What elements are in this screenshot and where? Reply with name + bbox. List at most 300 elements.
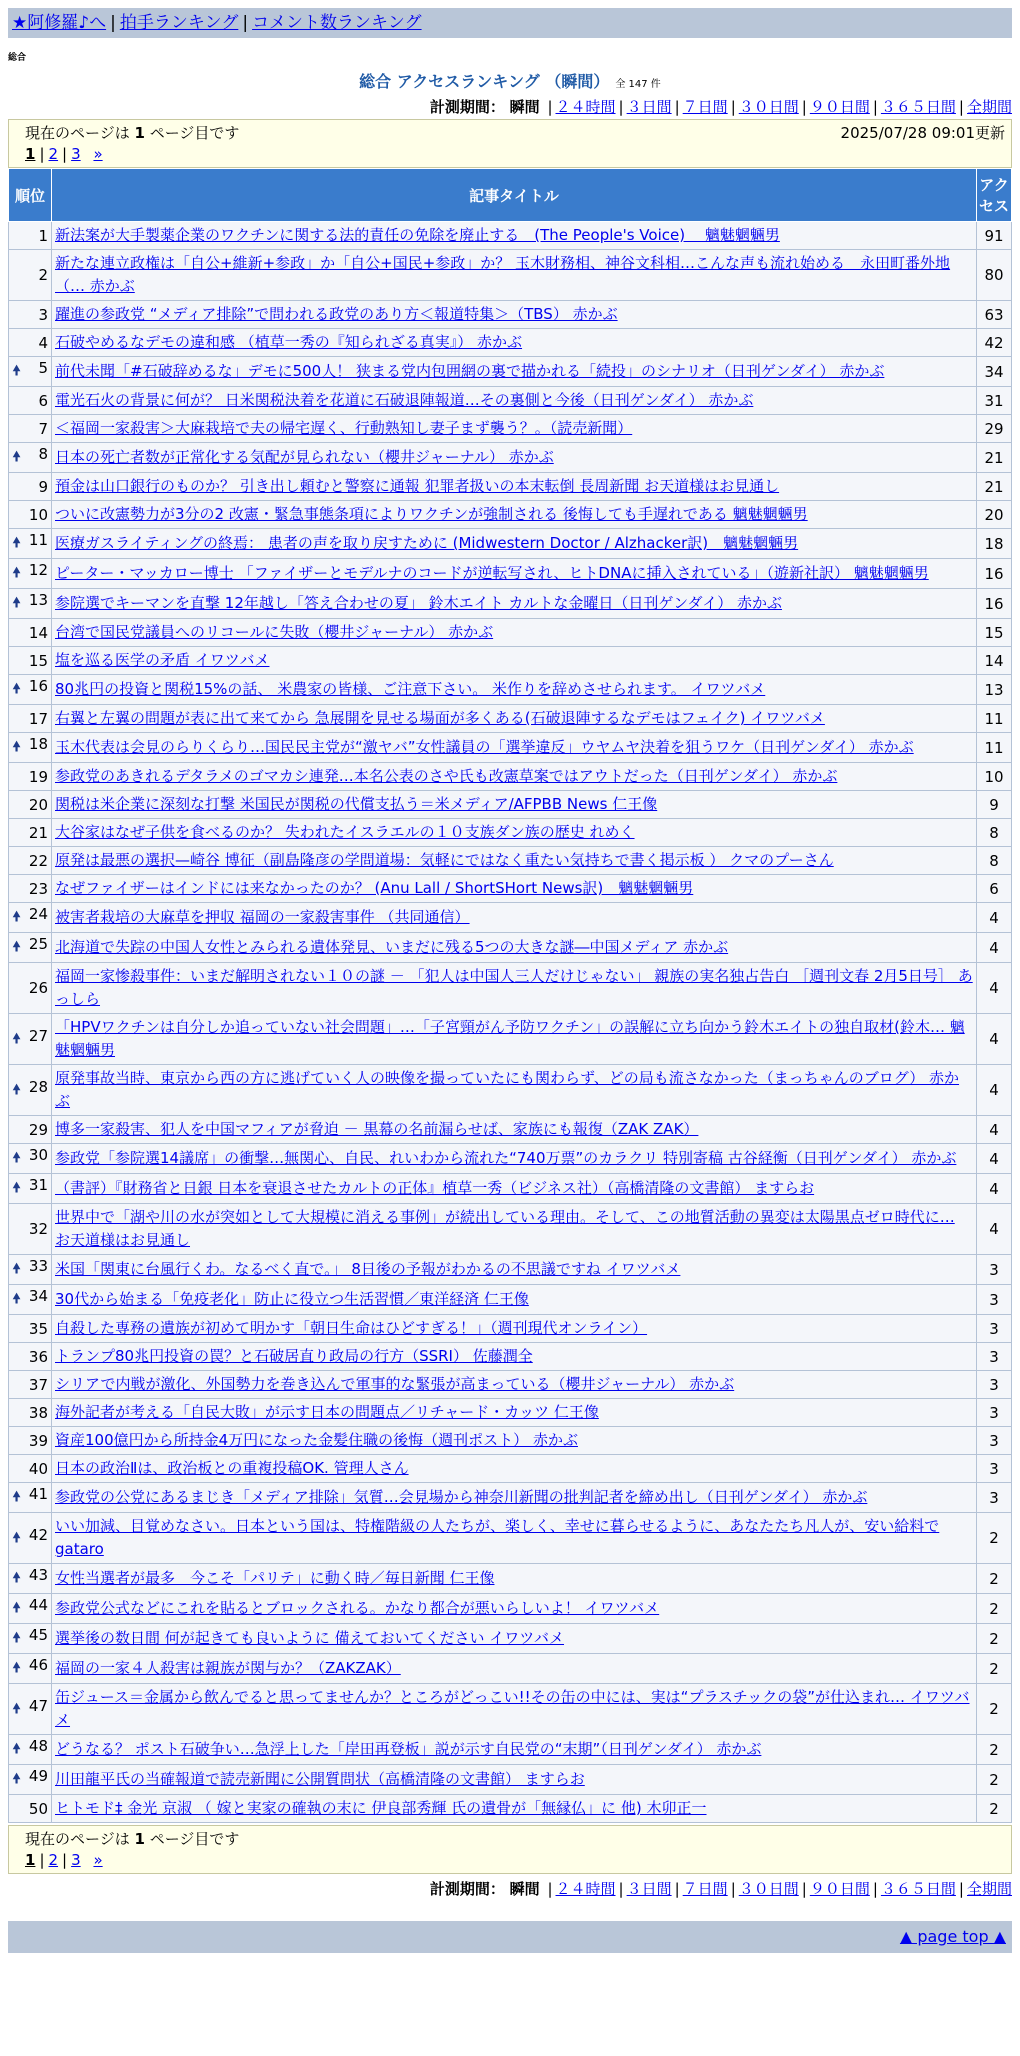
page-link[interactable]: 2 <box>48 145 59 163</box>
rank-number: 32 <box>28 1220 48 1238</box>
title-cell <box>52 1654 977 1684</box>
rank-cell <box>9 1654 52 1684</box>
rank-number: 31 <box>28 1176 48 1194</box>
article-link[interactable]: 米国「関東に台風行くわ。なるべく直で。」 8日後の予報がわかるの不思議ですね イワツバメ <box>55 1260 681 1278</box>
table-row <box>9 1455 1012 1483</box>
separator: | <box>39 145 45 163</box>
title-cell <box>52 1371 977 1399</box>
article-link[interactable]: いい加減、目覚めなさい。日本という国は、特権階級の人たちが、楽しく、幸せに暮らせるように、あなたたち凡人が、安い給料で gataro <box>55 1517 940 1558</box>
table-row <box>9 619 1012 647</box>
rank-number: 39 <box>28 1431 48 1450</box>
rank-number: 4 <box>38 333 48 352</box>
page-links <box>25 1851 995 1869</box>
rank-up-arrow-icon: 🠝 <box>12 1529 22 1546</box>
rank-up-arrow-icon: 🠝 <box>12 1771 22 1787</box>
access-count: 63 <box>977 301 1012 329</box>
table-row <box>9 357 1012 387</box>
rank-up-arrow-icon: 🠝 <box>12 1291 22 1307</box>
access-count: 3 <box>977 1343 1012 1371</box>
title-cell <box>52 473 977 501</box>
period-link[interactable]: ７日間 <box>682 1880 728 1898</box>
article-link[interactable]: シリアで内戦が激化、外国勢力を巻き込んで軍事的な緊張が高まっている（櫻井ジャーナル） 赤かぶ <box>55 1375 735 1393</box>
period-link[interactable]: ９０日間 <box>809 1880 870 1898</box>
period-link[interactable]: ３０日間 <box>738 98 799 116</box>
access-count: 2 <box>977 1765 1012 1795</box>
title-cell <box>52 875 977 903</box>
rank-cell <box>9 1116 52 1144</box>
access-count: 2 <box>977 1735 1012 1765</box>
pagination-bottom <box>8 1825 1012 1874</box>
rank-number: 21 <box>28 823 48 842</box>
period-selector-bottom <box>8 1878 1012 1899</box>
page-link[interactable]: 3 <box>71 145 81 163</box>
title-cell <box>52 1455 977 1483</box>
rank-cell <box>9 675 52 705</box>
title-cell <box>52 1483 977 1513</box>
article-link[interactable]: 台湾で国民党議員へのリコールに失敗（櫻井ジャーナル） 赤かぶ <box>55 623 494 641</box>
title-cell <box>52 1204 977 1255</box>
article-link[interactable]: どうなる？ ポスト石破争い…急浮上した「岸田再登板」説が示す自民党の“末期”（日刊ゲンダイ） 赤かぶ <box>55 1740 762 1758</box>
title-cell <box>52 819 977 847</box>
rank-cell <box>9 559 52 589</box>
table-row <box>9 1564 1012 1594</box>
access-count: 4 <box>977 963 1012 1014</box>
page-link[interactable]: 3 <box>71 1851 81 1869</box>
rank-number: 23 <box>28 879 48 898</box>
rank-cell <box>9 1343 52 1371</box>
rank-number: 35 <box>28 1319 48 1338</box>
rank-up-arrow-icon: 🠝 <box>12 1600 22 1616</box>
rank-cell <box>9 1513 52 1564</box>
table-row <box>9 1204 1012 1255</box>
rank-number: 48 <box>28 1737 48 1755</box>
article-link[interactable]: （書評）『財務省と日銀 日本を衰退させたカルトの正体』植草一秀（ビジネス社）（高橋清隆の文書館） ますらお <box>55 1179 815 1197</box>
article-link[interactable]: ついに改憲勢力が3分の2 改憲・緊急事態条項によりワクチンが強制される 後悔しても手遅れである 魑魅魍魎男 <box>55 505 808 523</box>
rank-number: 29 <box>28 1120 48 1139</box>
article-link[interactable]: 北海道で失踪の中国人女性とみられる遺体発見、いまだに残る5つの大きな謎―中国メディア 赤かぶ <box>55 938 729 956</box>
next-page-link[interactable]: » <box>93 1851 103 1869</box>
title-cell <box>52 763 977 791</box>
table-row <box>9 529 1012 559</box>
table-row <box>9 1684 1012 1735</box>
table-row <box>9 1795 1012 1823</box>
rank-up-arrow-icon: 🠝 <box>12 535 22 551</box>
access-count: 8 <box>977 819 1012 847</box>
access-count: 2 <box>977 1594 1012 1624</box>
rank-number: 45 <box>28 1626 48 1644</box>
article-link[interactable]: 新法案が大手製薬企業のワクチンに関する法的責任の免除を廃止する (The People's Voice) 魑魅魍魎男 <box>55 226 780 244</box>
table-row <box>9 415 1012 443</box>
ranking-table <box>8 168 1012 1823</box>
title-cell <box>52 1765 977 1795</box>
rank-number: 13 <box>28 591 48 609</box>
article-link[interactable]: 医療ガスライティングの終焉： 患者の声を取り戻すために (Midwestern Doctor / Alzhacker訳) 魑魅魍魎男 <box>55 534 799 552</box>
rank-number: 19 <box>28 767 48 786</box>
period-link[interactable]: ９０日間 <box>809 98 870 116</box>
rank-up-arrow-icon: 🠝 <box>12 1030 22 1047</box>
title-cell <box>52 222 977 250</box>
article-link[interactable]: 「HPVワクチンは自分しか追っていない社会問題」…「子宮頸がん予防ワクチン」の誤解に立ち向かう鈴木エイトの独自取材(鈴木… 魑魅魍魎男 <box>55 1018 965 1059</box>
access-count: 2 <box>977 1795 1012 1823</box>
col-access: アクセス <box>977 169 1012 222</box>
rank-number: 1 <box>38 226 48 245</box>
rank-cell <box>9 1624 52 1654</box>
rank-cell <box>9 387 52 415</box>
article-link[interactable]: 30代から始まる「免疫老化」防止に役立つ生活習慣／東洋経済 仁王像 <box>55 1290 529 1308</box>
access-count: 16 <box>977 559 1012 589</box>
access-count: 4 <box>977 1204 1012 1255</box>
title-cell <box>52 619 977 647</box>
article-link[interactable]: 海外記者が考える「自民大敗」が示す日本の問題点／リチャード・カッツ 仁王像 <box>55 1403 599 1421</box>
period-link[interactable]: ２４時間 <box>555 1880 616 1898</box>
rank-number: 25 <box>28 935 48 953</box>
rank-cell <box>9 1483 52 1513</box>
rank-up-arrow-icon: 🠝 <box>12 565 22 581</box>
separator: | <box>674 1880 680 1898</box>
page-top-link[interactable]: ▲ page top ▲ <box>899 1927 1006 1946</box>
period-label: 計測期間： <box>429 1880 505 1898</box>
table-row <box>9 329 1012 357</box>
title-cell <box>52 933 977 963</box>
article-link[interactable]: トランプ80兆円投資の罠？と石破居直り政局の行方（SSRI） 佐藤潤全 <box>55 1347 533 1365</box>
table-row <box>9 1014 1012 1065</box>
access-count: 2 <box>977 1684 1012 1735</box>
article-link[interactable]: 80兆円の投資と関税15%の話、 米農家の皆様、ご注意下さい。 米作りを辞めさせられます。 イワツバメ <box>55 680 766 698</box>
title-cell <box>52 329 977 357</box>
rank-cell <box>9 1255 52 1285</box>
rank-number: 28 <box>28 1077 48 1096</box>
current-page: 1 <box>134 124 145 142</box>
title-cell <box>52 1795 977 1823</box>
rank-number: 36 <box>28 1347 48 1366</box>
period-link[interactable]: ３６５日間 <box>880 1880 956 1898</box>
rank-number: 24 <box>28 905 48 923</box>
article-link[interactable]: 原発事故当時、東京から西の方に逃げていく人の映像を撮っていたにも関わらず、どの局も流さなかった（まっちゃんのブログ） 赤かぶ <box>55 1069 960 1110</box>
rank-number: 37 <box>28 1375 48 1394</box>
rank-number: 7 <box>38 419 48 438</box>
access-count: 3 <box>977 1255 1012 1285</box>
rank-up-arrow-icon: 🠝 <box>12 1081 22 1098</box>
page-text-post: ページ目です <box>149 124 240 142</box>
table-row <box>9 1144 1012 1174</box>
access-count: 3 <box>977 1399 1012 1427</box>
table-row <box>9 1399 1012 1427</box>
access-count: 6 <box>977 875 1012 903</box>
rank-cell <box>9 763 52 791</box>
table-row <box>9 847 1012 875</box>
rank-number: 22 <box>28 851 48 870</box>
table-row <box>9 473 1012 501</box>
rank-cell <box>9 903 52 933</box>
access-count: 2 <box>977 1564 1012 1594</box>
period-current: 瞬間 <box>509 98 540 116</box>
article-link[interactable]: 前代未聞「#石破辞めるな」デモに500人！ 狭まる党内包囲網の裏で描かれる「続投」のシナリオ（日刊ゲンダイ） 赤かぶ <box>55 362 885 380</box>
rank-up-arrow-icon: 🠝 <box>12 595 22 611</box>
article-link[interactable]: ＜福岡一家殺害＞大麻栽培で夫の帰宅遅く、行動熟知し妻子まず襲う？。（読売新聞） <box>55 419 633 437</box>
access-count: 80 <box>977 250 1012 301</box>
rank-cell <box>9 501 52 529</box>
article-link[interactable]: 玉木代表は会見のらりくらり…国民民主党が“激ヤバ”女性議員の「選挙違反」ウヤムヤ決着を狙うワケ（日刊ゲンダイ） 赤かぶ <box>55 738 914 756</box>
table-row <box>9 875 1012 903</box>
page-1: 1 <box>25 1851 36 1869</box>
rank-up-arrow-icon: 🠝 <box>12 449 22 465</box>
article-link[interactable]: ピーター・マッカロー博士 「ファイザーとモデルナのコードが逆転写され、ヒトDNAに挿入されている」（遊新社訳） 魑魅魍魎男 <box>55 564 929 582</box>
title-cell <box>52 357 977 387</box>
title-cell <box>52 1144 977 1174</box>
rank-number: 30 <box>28 1146 48 1164</box>
title-cell <box>52 1065 977 1116</box>
article-link[interactable]: 資産100億円から所持金4万円になった金髪住職の後悔（週刊ポスト） 赤かぶ <box>55 1431 578 1449</box>
access-count: 21 <box>977 443 1012 473</box>
rank-number: 27 <box>28 1026 48 1045</box>
access-count: 4 <box>977 903 1012 933</box>
rank-number: 20 <box>28 795 48 814</box>
article-link[interactable]: 世界中で「湖や川の水が突如として大規模に消える事例」が続出している理由。そして、この地質活動の異変は太陽黒点ゼロ時代に… お天道様はお見通し <box>55 1208 955 1249</box>
rank-cell <box>9 963 52 1014</box>
access-count: 2 <box>977 1654 1012 1684</box>
total-count: 全 147 件 <box>615 79 661 90</box>
article-link[interactable]: 被害者栽培の大麻草を押収 福岡の一家殺害事件 （共同通信） <box>55 908 470 926</box>
title-cell <box>52 1735 977 1765</box>
period-link[interactable]: 全期間 <box>966 98 1012 116</box>
table-row <box>9 589 1012 619</box>
clap-ranking-link[interactable]: 拍手ランキング <box>119 13 239 33</box>
rank-cell <box>9 1285 52 1315</box>
separator: | <box>958 98 964 116</box>
rank-up-arrow-icon: 🠝 <box>12 1630 22 1646</box>
article-link[interactable]: 川田龍平氏の当確報道で読売新聞に公開質問状（高橋清隆の文書館） ますらお <box>55 1770 585 1788</box>
rank-up-arrow-icon: 🠝 <box>12 1660 22 1676</box>
rank-cell <box>9 1315 52 1343</box>
article-link[interactable]: ヒトモド‡ 金光 京淑 （ 嫁と実家の確執の末に 伊良部秀輝 氏の遺骨が「無縁仏」に 他) 木卯正一 <box>55 1799 707 1817</box>
access-count: 4 <box>977 1174 1012 1204</box>
article-link[interactable]: 福岡の一家４人殺害は親族が関与か？（ZAKZAK） <box>55 1659 401 1677</box>
article-link[interactable]: 原発は最悪の選択—崎谷 博征（副島隆彦の学問道場：気軽にではなく重たい気持ちで書く掲示板 ） クマのプーさん <box>55 851 834 869</box>
title-cell <box>52 1513 977 1564</box>
title-cell <box>52 443 977 473</box>
rank-cell <box>9 705 52 733</box>
table-row <box>9 1735 1012 1765</box>
article-link[interactable]: なぜファイザーはインドには来なかったのか？ (Anu Lall / ShortSHort News訳) 魑魅魍魎男 <box>55 879 694 897</box>
pagination-top <box>8 119 1012 168</box>
table-row <box>9 1174 1012 1204</box>
article-link[interactable]: 博多一家殺害、犯人を中国マフィアが脅迫 － 黒幕の名前漏らせば、家族にも報復（ZAK ZAK） <box>55 1120 699 1138</box>
rank-number: 44 <box>28 1596 48 1614</box>
article-link[interactable]: 関税は米企業に深刻な打撃 米国民が関税の代償支払う＝米メディア/AFPBB News 仁王像 <box>55 795 658 813</box>
rank-number: 16 <box>28 677 48 695</box>
rank-cell <box>9 1427 52 1455</box>
rank-number: 8 <box>38 445 48 463</box>
title-cell <box>52 791 977 819</box>
access-count: 31 <box>977 387 1012 415</box>
rank-number: 46 <box>28 1656 48 1674</box>
period-link[interactable]: ３０日間 <box>738 1880 799 1898</box>
rank-up-arrow-icon: 🠝 <box>12 1261 22 1277</box>
title-cell <box>52 589 977 619</box>
table-row <box>9 819 1012 847</box>
col-rank: 順位 <box>9 169 52 222</box>
access-count: 15 <box>977 619 1012 647</box>
next-page-link[interactable]: » <box>93 145 103 163</box>
home-link[interactable]: ★阿修羅♪へ <box>12 13 107 33</box>
article-link[interactable]: 塩を巡る医学の矛盾 イワツバメ <box>55 651 270 669</box>
separator: | <box>872 98 878 116</box>
rank-cell <box>9 791 52 819</box>
access-count: 11 <box>977 705 1012 733</box>
title-cell <box>52 903 977 933</box>
article-link[interactable]: 日本の政治Ⅱは、政治板との重複投稿OK. 管理人さん <box>55 1459 409 1477</box>
rank-cell <box>9 1564 52 1594</box>
rank-up-arrow-icon: 🠝 <box>12 739 22 755</box>
rank-cell <box>9 733 52 763</box>
article-link[interactable]: 大谷家はなぜ子供を食べるのか？ 失われたイスラエルの１０支族ダン族の歴史 れめく <box>55 823 635 841</box>
top-nav-bar <box>8 8 1012 38</box>
category-label: 総合 <box>8 53 27 63</box>
period-link[interactable]: ３日間 <box>626 1880 672 1898</box>
rank-number: 33 <box>28 1257 48 1275</box>
rank-number: 47 <box>28 1696 48 1715</box>
rank-cell <box>9 819 52 847</box>
title-cell <box>52 1014 977 1065</box>
rank-number: 6 <box>38 391 48 410</box>
table-row <box>9 903 1012 933</box>
table-row <box>9 791 1012 819</box>
rank-cell <box>9 589 52 619</box>
table-row <box>9 1427 1012 1455</box>
access-count: 18 <box>977 529 1012 559</box>
article-link[interactable]: 新たな連立政権は「自公+維新+参政」か「自公+国民+参政」か？ 玉木財務相、神谷文科相…こんな声も流れ始める 永田町番外地（… 赤かぶ <box>55 254 951 295</box>
rank-up-arrow-icon: 🠝 <box>12 1489 22 1505</box>
access-count: 4 <box>977 1116 1012 1144</box>
title-cell <box>52 529 977 559</box>
separator: | <box>730 1880 736 1898</box>
table-row <box>9 301 1012 329</box>
rank-cell <box>9 1014 52 1065</box>
article-link[interactable]: 参政党「参院選14議席」の衝撃…無関心、自民、れいわから流れた“740万票”のカラクリ 特別寄稿 古谷経衡（日刊ゲンダイ） 赤かぶ <box>55 1149 957 1167</box>
rank-number: 40 <box>28 1459 48 1478</box>
article-link[interactable]: 参院選でキーマンを直撃 12年越し「答え合わせの夏」 鈴木エイト カルトな金曜日（日刊ゲンダイ） 赤かぶ <box>55 594 782 612</box>
title-cell <box>52 301 977 329</box>
article-link[interactable]: 缶ジュース＝金属から飲んでると思ってませんか？ところがどっこい!!その缶の中には、実は“プラスチックの袋”が仕込まれ… イワツバメ <box>55 1688 970 1729</box>
access-count: 91 <box>977 222 1012 250</box>
article-link[interactable]: 参政党の公党にあるまじき「メディア排除」気質…会見場から神奈川新聞の批判記者を締め出し（日刊ゲンダイ） 赤かぶ <box>55 1488 868 1506</box>
access-count: 29 <box>977 415 1012 443</box>
title-cell <box>52 675 977 705</box>
table-row <box>9 675 1012 705</box>
access-count: 3 <box>977 1285 1012 1315</box>
article-link[interactable]: 石破やめるなデモの違和感 （植草一秀の『知られざる真実』） 赤かぶ <box>55 333 523 351</box>
title-cell <box>52 1116 977 1144</box>
article-link[interactable]: 参政党のあきれるデタラメのゴマカシ連発…本名公表のさや氏も改憲草案ではアウトだった（日刊ゲンダイ） 赤かぶ <box>55 767 838 785</box>
article-link[interactable]: 福岡一家惨殺事件：いまだ解明されない１０の謎 － 「犯人は中国人三人だけじゃない」 親族の実名独占告白 ［週刊文春 2月5日号］ あっしら <box>55 967 973 1008</box>
rank-cell <box>9 1455 52 1483</box>
period-link[interactable]: ３日間 <box>626 98 672 116</box>
page-1: 1 <box>25 145 36 163</box>
title-cell <box>52 387 977 415</box>
title-cell <box>52 1427 977 1455</box>
article-link[interactable]: 電光石火の背景に何が？ 日米関税決着を花道に石破退陣報道…その裏側と今後（日刊ゲンダイ） 赤かぶ <box>55 391 754 409</box>
period-selector-top <box>8 96 1012 117</box>
separator: | <box>62 1851 68 1869</box>
rank-cell <box>9 933 52 963</box>
article-link[interactable]: 躍進の参政党 “メディア排除”で問われる政党のあり方＜報道特集＞（TBS） 赤かぶ <box>55 305 618 323</box>
rank-cell <box>9 250 52 301</box>
rank-cell <box>9 529 52 559</box>
rank-number: 41 <box>28 1485 48 1503</box>
table-row <box>9 1255 1012 1285</box>
article-link[interactable]: 自殺した専務の遺族が初めて明かす「朝日生命はひどすぎる！」（週刊現代オンライン） <box>55 1319 648 1337</box>
rank-cell <box>9 1371 52 1399</box>
separator: | <box>547 1880 553 1898</box>
title-cell <box>52 647 977 675</box>
page-links <box>25 145 995 163</box>
access-count: 14 <box>977 647 1012 675</box>
rank-up-arrow-icon: 🠝 <box>12 681 22 697</box>
access-count: 10 <box>977 763 1012 791</box>
rank-cell <box>9 1399 52 1427</box>
period-link[interactable]: ３６５日間 <box>880 98 956 116</box>
access-count: 8 <box>977 847 1012 875</box>
title-cell <box>52 1285 977 1315</box>
separator: | <box>547 98 553 116</box>
page-link[interactable]: 2 <box>48 1851 59 1869</box>
table-row <box>9 1371 1012 1399</box>
table-row <box>9 1594 1012 1624</box>
table-row <box>9 1513 1012 1564</box>
access-count: 3 <box>977 1455 1012 1483</box>
article-link[interactable]: 参政党公式などにこれを貼るとブロックされる。かなり都合が悪いらしいよ！ イワツバメ <box>55 1599 660 1617</box>
article-link[interactable]: 選挙後の数日間 何が起きても良いように 備えておいてください イワツバメ <box>55 1629 565 1647</box>
separator: | <box>958 1880 964 1898</box>
rank-up-arrow-icon: 🠝 <box>12 909 22 925</box>
rank-cell <box>9 1174 52 1204</box>
article-link[interactable]: 預金は山口銀行のものか？ 引き出し頼むと警察に通報 犯罪者扱いの本末転倒 長周新聞 お天道様はお見通し <box>55 477 780 495</box>
rank-cell <box>9 415 52 443</box>
rank-number: 49 <box>28 1767 48 1785</box>
separator: | <box>730 98 736 116</box>
period-link[interactable]: ２４時間 <box>555 98 616 116</box>
article-link[interactable]: 女性当選者が最多 今こそ「パリテ」に動く時／毎日新聞 仁王像 <box>55 1569 495 1587</box>
page-title: 総合 アクセスランキング （瞬間） <box>359 72 610 91</box>
access-count: 2 <box>977 1513 1012 1564</box>
separator: | <box>110 13 116 33</box>
comment-ranking-link[interactable]: コメント数ランキング <box>252 13 422 33</box>
rank-number: 50 <box>28 1799 48 1818</box>
article-link[interactable]: 日本の死亡者数が正常化する気配が見られない（櫻井ジャーナル） 赤かぶ <box>55 448 554 466</box>
rank-number: 42 <box>28 1525 48 1544</box>
table-header <box>9 169 1012 222</box>
rank-number: 34 <box>28 1287 48 1305</box>
access-count: 11 <box>977 733 1012 763</box>
table-row <box>9 933 1012 963</box>
article-link[interactable]: 右翼と左翼の問題が表に出て来てから 急展開を見せる場面が多くある(石破退陣するなデモはフェイク) イワツバメ <box>55 709 825 727</box>
rank-cell <box>9 875 52 903</box>
rank-cell <box>9 1735 52 1765</box>
rank-up-arrow-icon: 🠝 <box>12 939 22 955</box>
period-link[interactable]: ７日間 <box>682 98 728 116</box>
separator: | <box>674 98 680 116</box>
access-count: 4 <box>977 1014 1012 1065</box>
title-cell <box>52 1399 977 1427</box>
separator: | <box>618 1880 624 1898</box>
table-row <box>9 1116 1012 1144</box>
footer-bar <box>8 1921 1012 1953</box>
access-count: 2 <box>977 1624 1012 1654</box>
separator: | <box>62 145 68 163</box>
rank-number: 2 <box>38 266 48 284</box>
page-title-row <box>0 69 1020 92</box>
period-link[interactable]: 全期間 <box>966 1880 1012 1898</box>
